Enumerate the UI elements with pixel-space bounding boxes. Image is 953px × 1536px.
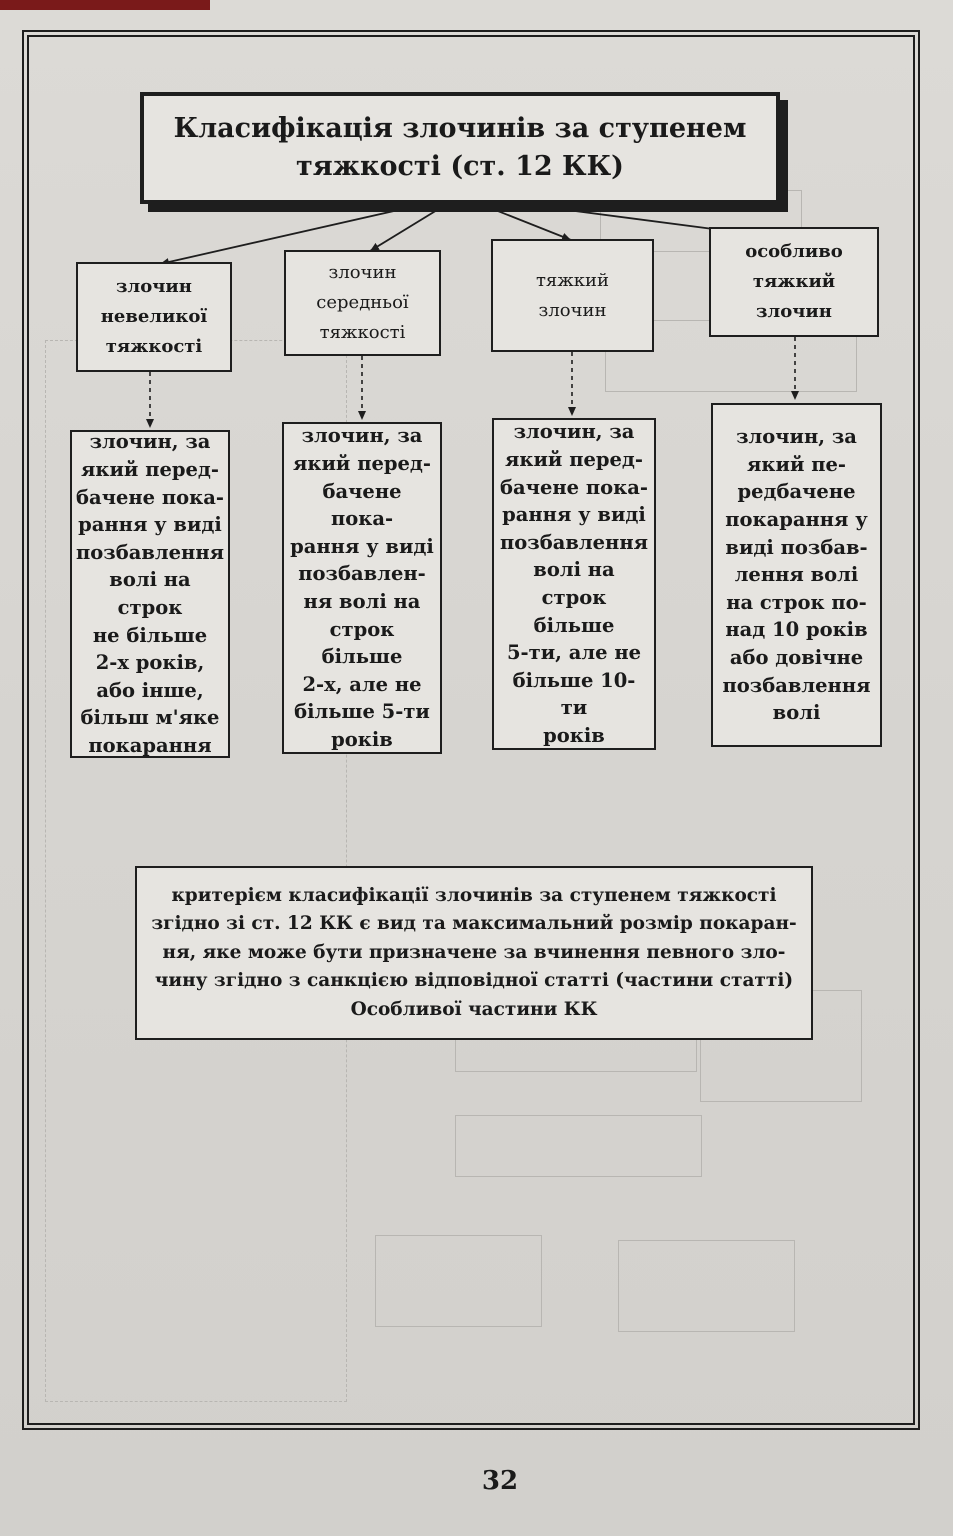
- criterion-box: критерієм класифікації злочинів за ступенем тяжкості згідно зі ст. 12 КК є вид та максимальний розмір покаран- ня, яке може бути призначене за вчинення певного зло- чину згідно з санкцією відповідної статті (частини статті) Особливої частини КК: [135, 866, 813, 1040]
- description-grave: злочин, за який перед- бачене пока- рання у виді позбавлення волі на строк більше 5-ти, але не більше 10-ти років: [492, 418, 656, 750]
- description-especially-grave: злочин, за який пе- редбачене покарання у виді позбав- лення волі на строк по- над 10 років або довічне позбавлення волі: [711, 403, 882, 747]
- description-medium: злочин, за який перед- бачене пока- рання у виді позбавлен- ня волі на строк більше 2-х, але не більше 5-ти років: [282, 422, 442, 754]
- category-medium: злочин середньої тяжкості: [284, 250, 441, 356]
- category-minor: злочин невеликої тяжкості: [76, 262, 232, 372]
- page-number: 32: [481, 1466, 519, 1496]
- category-especially-grave: особливо тяжкий злочин: [709, 227, 879, 337]
- category-grave: тяжкий злочин: [491, 239, 654, 352]
- arrow-to-medium: [370, 196, 460, 251]
- description-minor: злочин, за який перед- бачене пока- рання у виді позбавлення волі на строк не більше 2-х років, або інше, більш м'яке покарання: [70, 430, 230, 758]
- diagram-title: Класифікація злочинів за ступенем тяжкості (ст. 12 КК): [140, 92, 780, 204]
